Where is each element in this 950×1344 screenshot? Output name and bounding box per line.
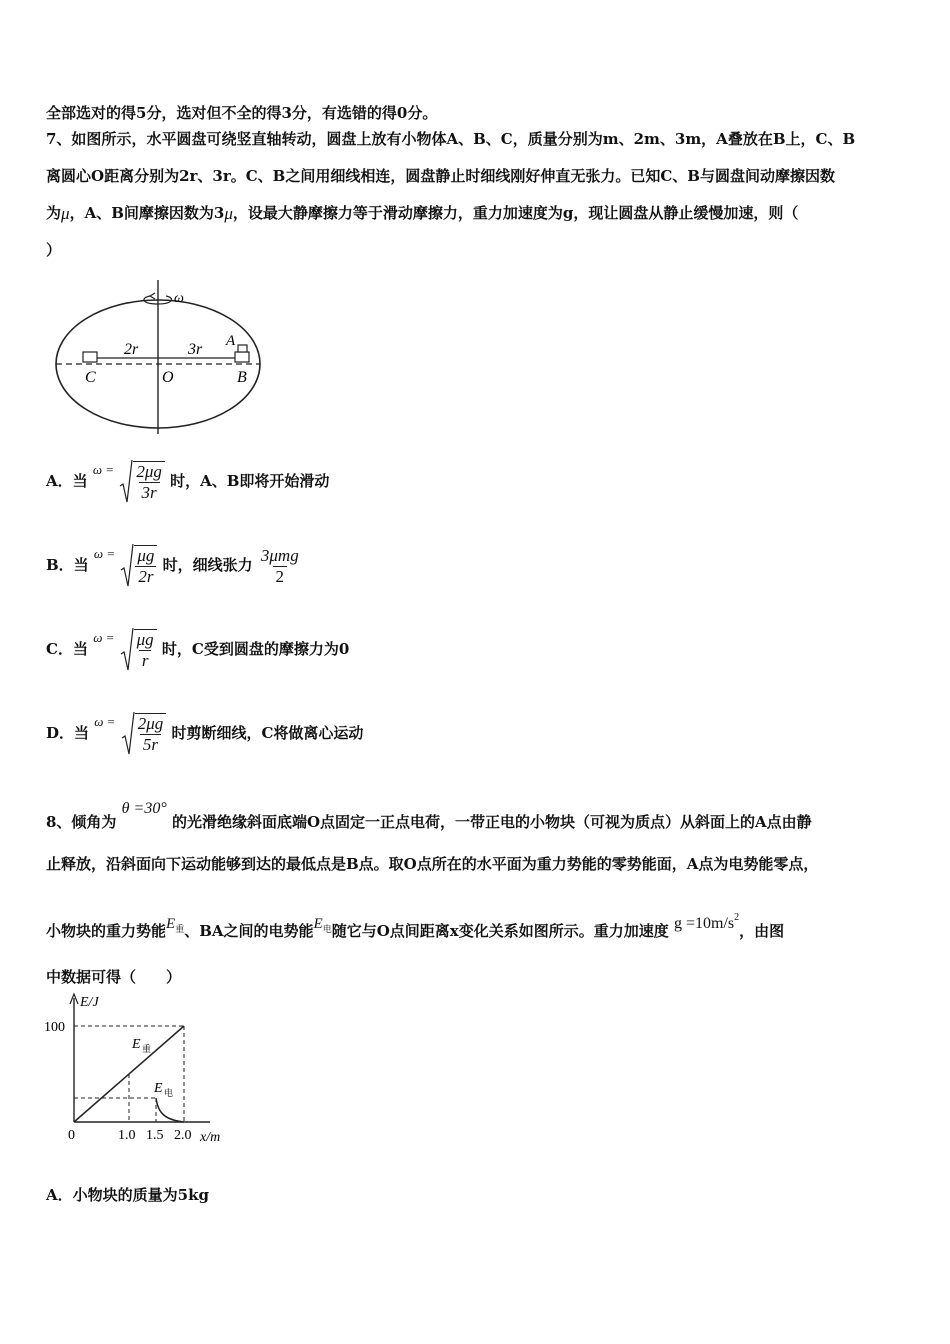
q7-line3-c: ，设最大静摩擦力等于滑动摩擦力，重力加速度为g，现让圆盘从静止缓慢加速，则（ bbox=[232, 204, 799, 222]
q8-line1-a: 8、倾角为 bbox=[46, 813, 117, 831]
option-b-den: 2r bbox=[135, 566, 156, 587]
option-b-omega: ω = bbox=[93, 546, 116, 561]
option-c-sqrt bbox=[120, 626, 157, 674]
option-b-extra-den: 2 bbox=[273, 566, 288, 587]
option-a-prefix: A．当 bbox=[46, 472, 88, 490]
option-c-den: r bbox=[139, 650, 152, 671]
option-b-suffix: 时，细线张力 bbox=[162, 556, 253, 574]
mu-symbol-2: μ bbox=[224, 204, 233, 223]
e-zhong-sub: 重 bbox=[175, 924, 185, 934]
label-o: O bbox=[162, 369, 174, 386]
q7-line3-a: 为 bbox=[46, 204, 62, 222]
q8-line1-b: 的光滑绝缘斜面底端O点固定一正点电荷，一带正电的小物块（可视为质点）从斜面上的A点由静 bbox=[171, 813, 812, 831]
e-dian-curve bbox=[156, 1098, 184, 1122]
e-zhong-curve-label: E bbox=[132, 1037, 141, 1052]
option-d-num: 2μg bbox=[137, 714, 164, 733]
option-b-tension-fraction bbox=[258, 546, 302, 587]
option-b-prefix: B．当 bbox=[46, 556, 89, 574]
q7-option-b bbox=[46, 542, 302, 590]
q8-line1 bbox=[46, 800, 812, 832]
option-c-prefix: C．当 bbox=[46, 640, 88, 658]
q7-option-a bbox=[46, 458, 329, 506]
q7-line3-b: ，A、B间摩擦因数为3 bbox=[69, 204, 225, 222]
block-c bbox=[83, 352, 97, 362]
option-b-sqrt bbox=[120, 542, 157, 590]
e-zhong-line bbox=[74, 1026, 184, 1122]
option-c-num: μg bbox=[136, 630, 154, 649]
q7-option-c bbox=[46, 626, 349, 674]
e-dian-curve-sub: 电 bbox=[164, 1088, 174, 1098]
option-a-num: 2μg bbox=[136, 462, 162, 481]
label-a: A bbox=[226, 333, 236, 349]
g-exponent: 2 bbox=[734, 912, 740, 923]
option-b-num: μg bbox=[137, 546, 155, 565]
q8-line3-a: 小物块的重力势能 bbox=[46, 922, 167, 940]
option-a-omega: ω = bbox=[92, 462, 115, 477]
label-b: B bbox=[237, 369, 247, 386]
option-b-extra-num: 3μmg bbox=[260, 545, 299, 565]
option-d-den: 5r bbox=[140, 734, 161, 755]
q7-line2: 离圆心O距离分别为2r、3r。C、B之间用细线相连，圆盘静止时细线刚好伸直无张力。已知C、B与圆盘间动摩擦因数 bbox=[46, 167, 835, 185]
q8-line3-d: ，由图 bbox=[739, 922, 785, 940]
g-value: g =10m/s bbox=[673, 915, 735, 932]
x-axis-label: x/m bbox=[200, 1130, 221, 1145]
option-c-omega: ω = bbox=[93, 630, 115, 645]
origin-label: 0 bbox=[68, 1128, 75, 1143]
e-dian-curve-label: E bbox=[154, 1081, 163, 1096]
e-zhong-symbol: E bbox=[166, 916, 176, 932]
q8-line2: 止释放，沿斜面向下运动能够到达的最低点是B点。取O点所在的水平面为重力势能的零势能面，A点为电势能零点， bbox=[46, 855, 819, 873]
dist-c-label: 2r bbox=[124, 341, 139, 358]
y-axis-label: E/J bbox=[80, 995, 99, 1010]
mu-symbol: μ bbox=[61, 204, 70, 223]
e-dian-sub: 电 bbox=[322, 924, 332, 934]
q8-line4: 中数据可得（ ） bbox=[46, 968, 182, 986]
q8-line3 bbox=[46, 912, 784, 941]
option-d-prefix: D．当 bbox=[46, 724, 90, 742]
q8-line3-c: 随它与O点间距离x变化关系如图所示。重力加速度 bbox=[331, 922, 669, 940]
y-tick-100: 100 bbox=[44, 1020, 65, 1035]
option-d-omega: ω = bbox=[94, 714, 116, 729]
x-tick-1-5: 1.5 bbox=[146, 1128, 164, 1143]
q8-option-a: A．小物块的质量为5kg bbox=[46, 1186, 209, 1204]
block-a bbox=[238, 345, 247, 352]
theta-expression: θ =30° bbox=[121, 800, 167, 817]
option-d-suffix: 时剪断细线，C将做离心运动 bbox=[171, 724, 364, 742]
e-zhong-curve-sub: 重 bbox=[142, 1044, 152, 1054]
label-c: C bbox=[85, 369, 96, 386]
x-tick-1-0: 1.0 bbox=[118, 1128, 136, 1143]
intro-text: 全部选对的得5分，选对但不全的得3分，有选错的得0分。 bbox=[46, 104, 438, 122]
q7-line1: 7、如图所示，水平圆盘可绕竖直轴转动，圆盘上放有小物体A、B、C，质量分别为m、2m、3m，A叠放在B上，C、B bbox=[46, 130, 856, 148]
rotating-disk-figure bbox=[52, 278, 272, 438]
option-a-suffix: 时，A、B即将开始滑动 bbox=[170, 472, 330, 490]
q8-line3-b: 、BA之间的电势能 bbox=[184, 922, 314, 940]
e-dian-symbol: E bbox=[313, 916, 323, 932]
option-c-suffix: 时，C受到圆盘的摩擦力为0 bbox=[161, 640, 350, 658]
option-a-den: 3r bbox=[139, 482, 160, 503]
q7-option-d bbox=[46, 710, 363, 758]
option-d-sqrt bbox=[121, 710, 167, 758]
q7-line3 bbox=[46, 202, 798, 224]
block-b bbox=[235, 352, 249, 362]
dist-b-label: 3r bbox=[188, 341, 203, 358]
q7-line4: ） bbox=[46, 241, 62, 259]
option-a-sqrt bbox=[119, 458, 165, 506]
energy-graph bbox=[40, 992, 240, 1150]
omega-label: ω bbox=[174, 291, 184, 306]
x-tick-2-0: 2.0 bbox=[174, 1128, 192, 1143]
